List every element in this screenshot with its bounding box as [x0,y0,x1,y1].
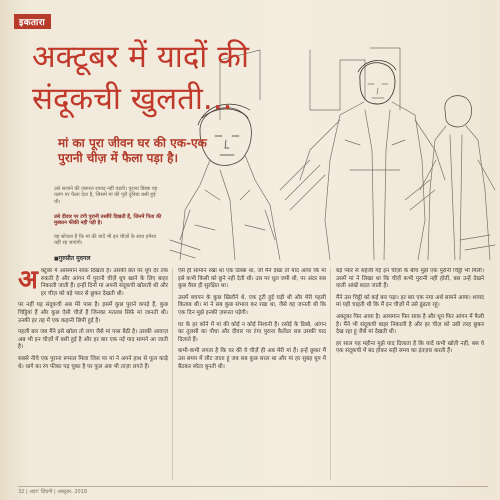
body-paragraph: मैंने उस चिट्ठी को कई बार पढ़ा। हर बार एक नया अर्थ सामने आया। शायद मां यही चाहती थी कि मैं इन चीज़ों में उसे ढूंढता रहूं। [336,294,484,309]
drop-cap: अ [18,268,38,295]
body-paragraph: अक्टूबर में आसमान साफ़ दिखता है। उसकी छत पर धूप देर तक रुकती है और आंगन में पुरानी चीज़ें धूप खाने के लिए बाहर निकाली जाती हैं। इन्हीं दिनों मां अपनी संदूकची खोलती थी और हर चीज़ को बड़े प्यार से छूकर देखती थी। [18,268,168,297]
man-figure [300,60,445,260]
body-paragraph: ऐसे ही सामान रखा था एक डिब्बा था, जो मैंने देखा तो याद आया कि मां इसे कभी किसी को छूने नहीं देती थी। उस पर धूल जमी थी, पर अंदर सब कुछ वैसा ही सुरक्षित था। [178,268,326,290]
body-paragraph: कभी-कभी लगता है कि घर की ये चीज़ें ही अब मेरी मां हैं। इन्हें छूकर मैं उस समय में लौट जाता हूं जब सब कुछ सरल था और मां हर सुबह धूप में बैठकर स्वेटर बुनती थी। [178,348,326,370]
author-byline: ■ गुरुप्रीत मुदगल [54,254,90,262]
body-column-1 [18,268,168,480]
intro-note-2: वह सोचता है कि मां की यादें भी इन चीज़ों के साथ हमेशा यहीं रह जाएंगी। [54,234,157,247]
body-paragraph: घर के हर कोने में मां की कोई न कोई निशानी है। रसोई के डिब्बे, आंगन का तुलसी का पौधा और दीवार पर टंगा पुराना कैलेंडर सब उसकी याद दिलाते हैं। [178,321,326,343]
body-paragraph: सबसे नीचे एक पुराना रूमाल मिला जिस पर मां ने अपने हाथ से फूल काढ़े थे। धागे का रंग फीका पड़ चुका है पर फूल अब भी ताज़ा लगते हैं। [18,355,168,370]
column-divider [330,268,331,480]
page-footer: 32 | अहा! ज़िंदगी | अक्टूबर, 2018 [18,486,488,495]
intro-note: उसे सजाने की ज़रूरत शायद नहीं पड़ती। पुराना डिब्बा वह पलंग पर फैला देता है, जिसमें मां की पूरी दुनिया बसी हुई थी। [54,186,158,205]
article-deck: मां का पूरा जीवन घर की एक-एक पुरानी चीज़ में फैला पड़ा है। [58,136,207,165]
body-paragraph: हर साल यह महीना मुझे याद दिलाता है कि यादें कभी खोती नहीं, बस वे एक संदूकची में बंद होकर सही समय का इंतज़ार करती हैं। [336,340,484,355]
boy-figure [180,104,280,260]
woman-figure [420,96,495,260]
body-paragraph: अक्टूबर फिर आया है। आसमान फिर साफ़ है और धूप फिर आंगन में फैली है। मैंने भी संदूकची बाहर निकाली है और हर चीज़ को उसी तरह छूकर देख रहा हूं जैसे मां देखती थी। [336,313,484,336]
section-tag: इकतारा [14,14,51,29]
body-column-3 [336,268,484,480]
pull-quote: उसे दीवार पर टंगी पुरानी तस्वीरें दिखती हैं, जिनमें पिता की मुस्कान फीकी नहीं पड़ी है। [54,214,162,227]
article-headline: अक्टूबर में यादों की संदूकची खुलती... [32,39,250,117]
body-paragraph: पहली बार जब मैंने इसे खोला तो लगा जैसे मां पास बैठी है। उसकी आवाज़ अब भी इन चीज़ों में बसी हुई है और हर बार एक नई याद सामने आ जाती है। [18,329,168,351]
body-paragraph: पर नहीं यह संदूकची अब मेरे पास है। इसमें कुछ पुराने कपड़े हैं, कुछ चिट्ठियां हैं और कुछ ऐसी चीज़ें हैं जिनका मतलब सिर्फ़ मां जानती थी। उनकी हर तह में एक कहानी छिपी हुई है। [18,302,168,324]
body-column-2 [178,268,326,480]
column-divider [172,268,173,480]
body-paragraph: बड़े प्यार से सहेजी गई इन चीज़ों के बीच मुझे एक पुरानी चिट्ठी भी मिली। उसमें मां ने लिखा था कि चीज़ें कभी पुरानी नहीं होतीं, बस उन्हें देखने वाली आंखें बदल जाती हैं। [336,268,484,290]
body-paragraph: उसमें बचपन के कुछ खिलौने थे, एक टूटी हुई घड़ी थी और मेरी पहली किताब थी। मां ने सब कुछ संभाल कर रखा था, जैसे वह जानती थी कि एक दिन मुझे इनकी ज़रूरत पड़ेगी। [178,294,326,316]
